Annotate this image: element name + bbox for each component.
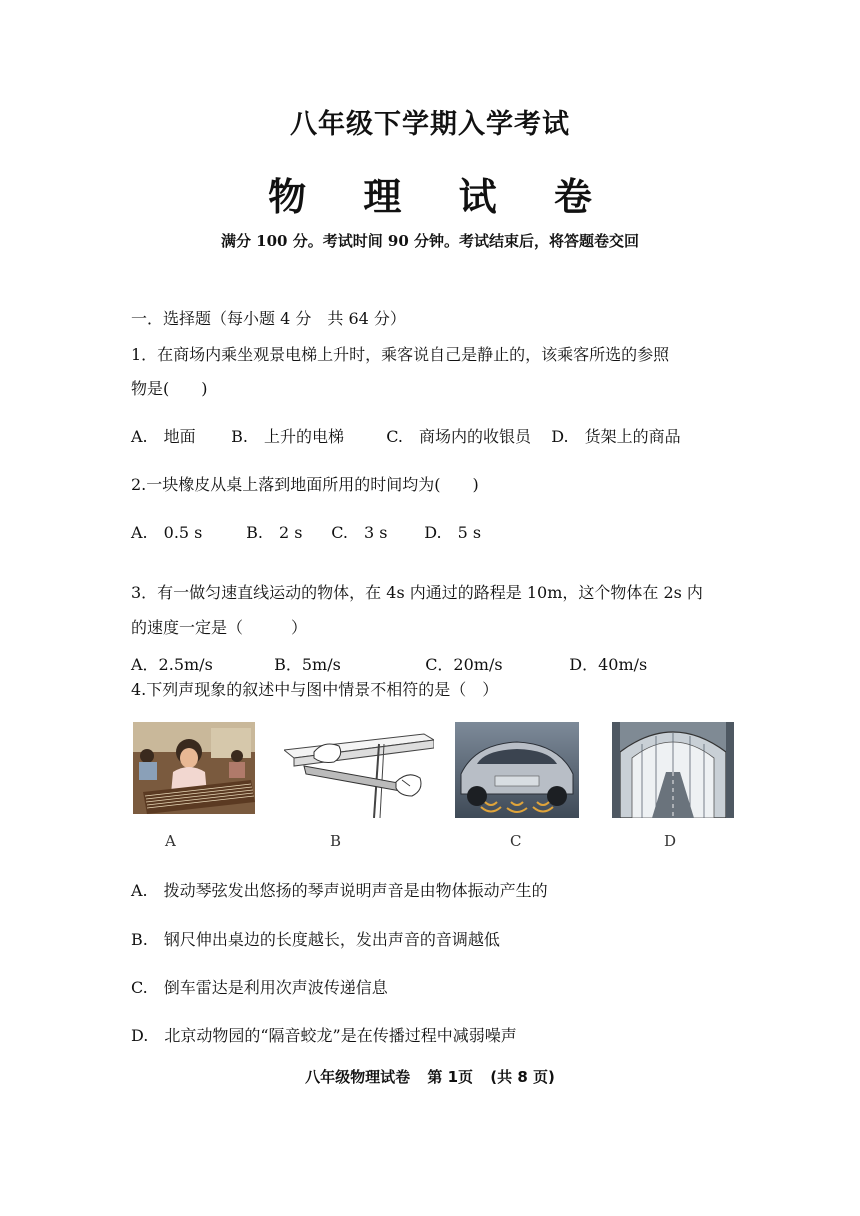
figure-b-ruler-image: [284, 722, 434, 818]
figure-c-car-radar-image: [455, 722, 579, 818]
q2-option-d: D. 5 s: [424, 523, 482, 542]
q1-option-b: B. 上升的电梯: [231, 427, 344, 446]
q4-option-a: A. 拨动琴弦发出悠扬的琴声说明声音是由物体振动产生的: [131, 881, 548, 900]
q2-option-b: B. 2 s: [246, 523, 303, 542]
q3-line1: 3．有一做匀速直线运动的物体，在 4s 内通过的路程是 10m，这个物体在 2s 内: [131, 583, 703, 602]
q3-option-c: C．20m/s: [425, 655, 503, 674]
exam-note: 满分 100 分。考试时间 90 分钟。考试结束后，将答题卷交回: [220, 232, 640, 250]
figure-label-d: D: [664, 832, 677, 850]
figure-a-zither-image: [133, 722, 255, 814]
footer-title: 八年级物理试卷: [305, 1068, 411, 1086]
q2-options: [131, 520, 481, 543]
q1-line1: 1．在商场内乘坐观景电梯上升时，乘客说自己是静止的，该乘客所选的参照: [131, 345, 670, 364]
figure-label-c: C: [510, 832, 522, 850]
q3-line2: 的速度一定是（ ）: [131, 618, 308, 637]
q3-option-d: D．40m/s: [569, 655, 648, 674]
q2-option-a: A. 0.5 s: [131, 523, 203, 542]
q4-option-d: D. 北京动物园的“隔音蛟龙”是在传播过程中减弱噪声: [131, 1026, 517, 1045]
section-heading: 一．选择题（每小题 4 分 共 64 分）: [131, 309, 406, 328]
q2-option-c: C. 3 s: [331, 523, 388, 542]
q4-option-c: C. 倒车雷达是利用次声波传递信息: [131, 978, 388, 997]
footer-total: (共 8 页): [490, 1068, 555, 1086]
q1-options: [131, 424, 681, 447]
q1-option-d: D. 货架上的商品: [551, 427, 681, 446]
q1-line2: 物是( ): [131, 379, 208, 398]
page-footer: [0, 1066, 860, 1087]
q1-option-a: A. 地面: [131, 427, 196, 446]
footer-page: 第 1页: [427, 1068, 474, 1086]
exam-title: 八年级下学期入学考试: [290, 109, 570, 140]
q3-options: [131, 652, 647, 675]
q3-option-a: A．2.5m/s: [131, 655, 213, 674]
q4-option-b: B. 钢尺伸出桌边的长度越长，发出声音的音调越低: [131, 930, 500, 949]
paper-title: 物 理 试 卷: [268, 175, 614, 219]
figure-label-a: A: [165, 832, 176, 850]
figure-d-sound-barrier-image: [612, 722, 734, 818]
figure-label-b: B: [330, 832, 342, 850]
q4-text: 4.下列声现象的叙述中与图中情景不相符的是（ ）: [131, 680, 499, 699]
q1-option-c: C. 商场内的收银员: [386, 427, 531, 446]
q3-option-b: B．5m/s: [274, 655, 341, 674]
q2-text: 2.一块橡皮从桌上落到地面所用的时间均为( ): [131, 475, 479, 494]
